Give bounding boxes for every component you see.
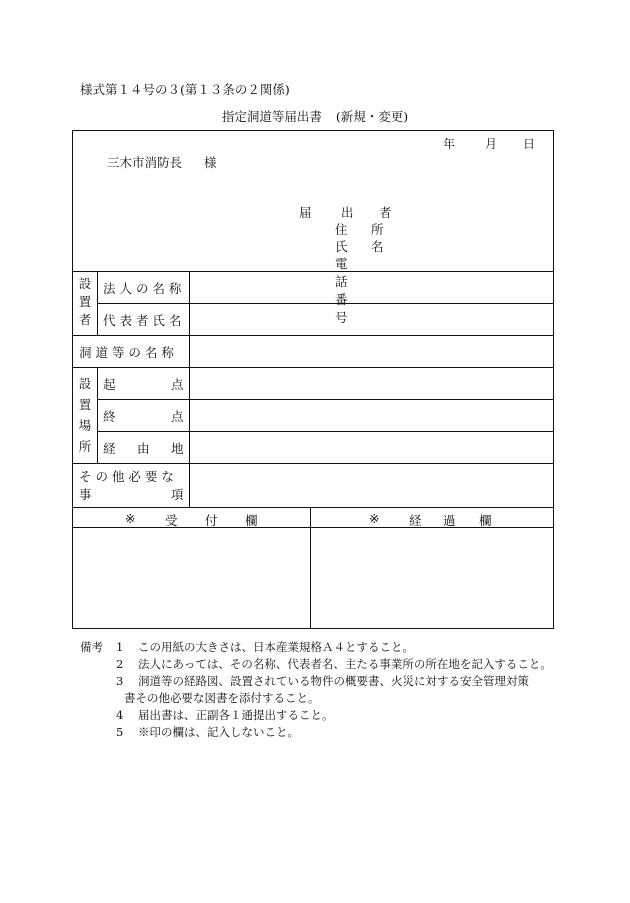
progress-field	[313, 529, 551, 627]
note-row	[80, 673, 552, 690]
divider	[73, 367, 553, 368]
end-point-label-2: 点	[171, 409, 184, 424]
installer-char-1: 設	[78, 276, 92, 291]
progress-char-1: 経	[409, 513, 422, 528]
note-num: 4	[116, 708, 124, 722]
addressee-name: 三木市消防長	[107, 155, 183, 170]
note-text: 書その他必要な図書を添付すること。	[124, 691, 320, 705]
start-point-label-2: 点	[171, 377, 184, 392]
addressee	[107, 153, 217, 171]
notes	[80, 639, 552, 741]
rep-name-label: 代 表 者 氏 名	[103, 313, 182, 328]
divider	[73, 507, 553, 508]
note-row	[80, 656, 552, 673]
via-label-1: 経	[103, 441, 116, 456]
document-title	[0, 107, 630, 125]
rep-name-field[interactable]	[191, 305, 551, 333]
divider	[73, 271, 553, 272]
divider	[73, 463, 553, 464]
progress-mark: ※	[369, 511, 380, 526]
notifier-phone: 電話番号	[335, 256, 348, 325]
divider	[73, 335, 553, 336]
title-text: 指定洞道等届出書	[221, 109, 322, 124]
notification-form	[72, 130, 554, 629]
title-type: (新規・変更)	[335, 109, 409, 124]
receipt-mark: ※	[125, 511, 136, 526]
divider	[189, 271, 190, 507]
location-char-2: 置	[78, 397, 92, 412]
note-text: ※印の欄は、記入しないこと。	[138, 725, 299, 739]
note-num: 5	[116, 725, 124, 739]
notifier-address-2: 所	[371, 222, 384, 237]
divider	[97, 367, 98, 463]
notifier-char-3: 者	[379, 205, 392, 220]
note-row	[80, 707, 552, 724]
note-text: 洞道等の経路図、設置されている物件の概要書、火災に対する安全管理対策	[138, 674, 529, 688]
notifier-name-2: 名	[371, 239, 384, 254]
location-char-4: 所	[78, 439, 92, 454]
location-label	[77, 373, 93, 457]
other-label-line2a: 事	[79, 487, 92, 502]
note-row	[80, 724, 552, 741]
note-num: 2	[116, 657, 124, 671]
start-char-1: 起	[103, 377, 116, 392]
notifier-char-1: 届	[299, 205, 312, 220]
progress-char-3: 欄	[479, 513, 492, 528]
start-point-label	[103, 375, 116, 393]
via-label-2: 由	[137, 441, 150, 456]
other-matters-field[interactable]	[191, 465, 551, 505]
divider	[97, 303, 553, 304]
divider	[310, 507, 311, 628]
divider	[97, 431, 553, 432]
installer-label	[77, 275, 93, 329]
tunnel-name-field[interactable]	[191, 337, 551, 365]
installer-char-2: 置	[78, 294, 92, 309]
corp-name-label: 法 人 の 名 称	[103, 281, 182, 296]
addressee-honorific: 様	[204, 155, 217, 170]
note-text: 届出書は、正副各１通提出すること。	[138, 708, 334, 722]
receipt-field	[75, 529, 307, 627]
via-field[interactable]	[191, 433, 551, 461]
corp-name-field[interactable]	[191, 273, 551, 301]
receipt-char-1: 受	[165, 513, 178, 528]
location-char-3: 場	[78, 418, 92, 433]
note-text: この用紙の大きさは、日本産業規格Ａ４とすること。	[138, 640, 414, 654]
date-day[interactable]: 日	[523, 137, 536, 151]
installer-char-3: 者	[78, 312, 92, 327]
date-month[interactable]: 月	[485, 137, 498, 151]
receipt-char-3: 欄	[245, 513, 258, 528]
notifier-name-1: 氏	[335, 239, 348, 254]
location-char-1: 設	[78, 376, 92, 391]
end-point-label: 終	[103, 409, 116, 424]
start-point-field[interactable]	[191, 369, 551, 397]
end-point-field[interactable]	[191, 401, 551, 429]
other-label-line2b: 項	[171, 487, 184, 502]
divider	[97, 399, 553, 400]
note-num: 1	[116, 640, 124, 654]
notes-label: 備考	[80, 640, 103, 654]
note-num: 3	[116, 674, 124, 688]
other-label-line1: そ の 他 必 要 な	[79, 469, 174, 484]
note-row	[80, 690, 552, 707]
note-text: 法人にあっては、その名称、代表者名、主たる事業所の所在地を記入すること。	[138, 657, 552, 671]
progress-char-2: 過	[443, 513, 456, 528]
form-number: 様式第１４号の３(第１３条の２関係)	[80, 82, 290, 97]
tunnel-name-label: 洞 道 等 の 名 称	[79, 345, 174, 360]
notifier-address-1: 住	[335, 222, 348, 237]
date-year[interactable]: 年	[443, 137, 456, 151]
note-row	[80, 639, 552, 656]
receipt-char-2: 付	[205, 513, 218, 528]
divider	[97, 271, 98, 335]
notifier-char-2: 出	[341, 205, 354, 220]
via-label-3: 地	[171, 441, 184, 456]
